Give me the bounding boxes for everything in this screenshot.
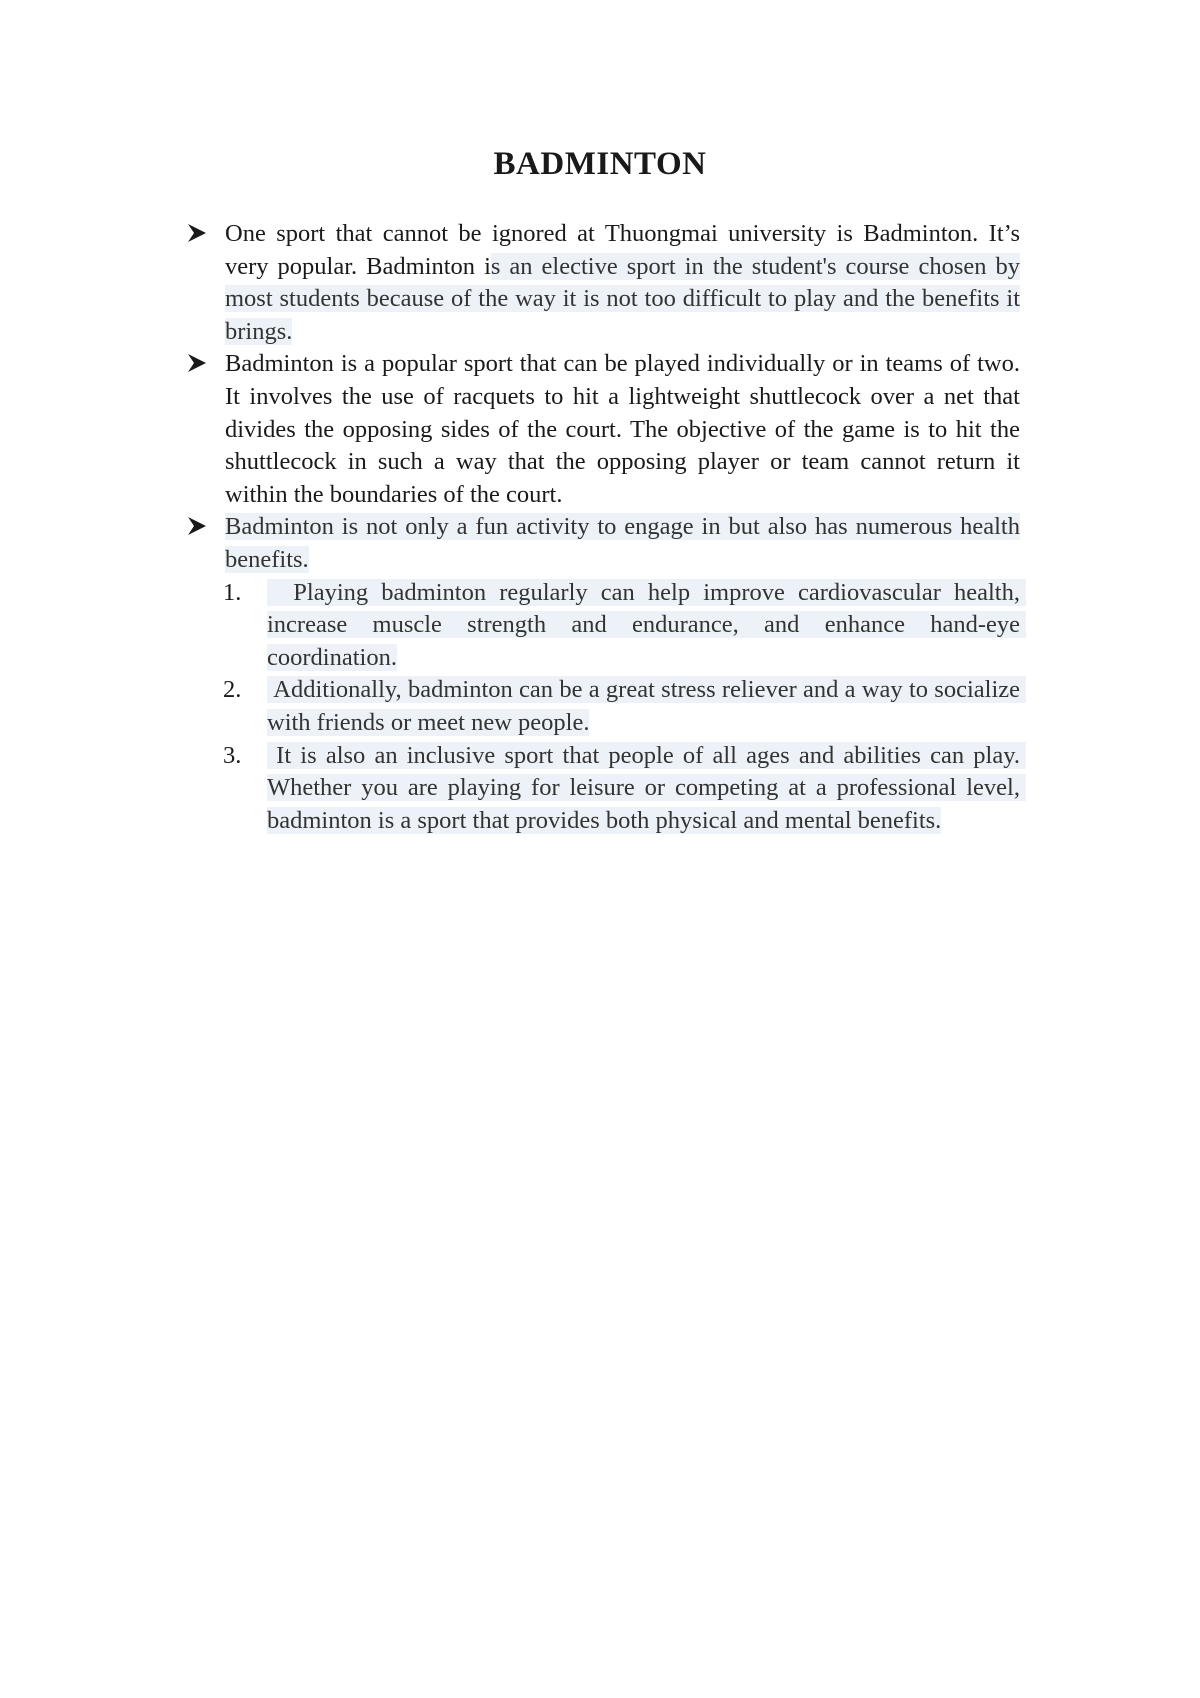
- page-title: BADMINTON: [493, 146, 707, 182]
- bullet-item: [185, 511, 1020, 576]
- numbered-text-highlighted: It is also an inclusive sport that people of all ages and abilities can play. Whether you are playing for leisure or competing at a professional level, badminton is a sport that provides both physical and mental benefits.: [267, 741, 1027, 834]
- arrowhead-bullet-icon: [185, 348, 209, 380]
- numbered-item: [185, 577, 1027, 675]
- bullet-item: [185, 218, 1020, 348]
- item-number: 3.: [223, 741, 242, 769]
- arrowhead-bullet-icon: [185, 218, 209, 250]
- bullet-text-highlighted: s an elective sport in the student's course chosen by most students because of the way it is not too difficult to play and the benefits it brings.: [225, 252, 1020, 345]
- bullet-item: [185, 348, 1020, 511]
- item-number: 2.: [223, 676, 242, 704]
- numbered-item: [185, 740, 1027, 838]
- numbered-item: [185, 674, 1027, 739]
- numbered-text-highlighted: Additionally, badminton can be a great stress reliever and a way to socialize with friends or meet new people.: [267, 676, 1027, 736]
- item-number: 1.: [223, 578, 242, 606]
- arrowhead-bullet-icon: [185, 511, 209, 543]
- bullet-text-highlighted: Badminton is not only a fun activity to engage in but also has numerous health benefits.: [225, 513, 1020, 573]
- document-body: [185, 218, 1027, 837]
- bullet-text: Badminton is a popular sport that can be played individually or in teams of two. It involves the use of racquets to hit a lightweight shuttlecock over a net that divides the opposing sides of the court. The objective of the game is to hit the shuttlecock in such a way that the opposing player or team cannot return it within the boundaries of the court.: [225, 350, 1020, 508]
- numbered-text-highlighted: Playing badminton regularly can help improve cardiovascular health, increase muscle strength and endurance, and enhance hand-eye coordination.: [267, 578, 1027, 671]
- bullet-text: One sport that cannot be ignored at Thuongmai university is Badminton. It’s very popular. Badminton i: [225, 220, 1020, 280]
